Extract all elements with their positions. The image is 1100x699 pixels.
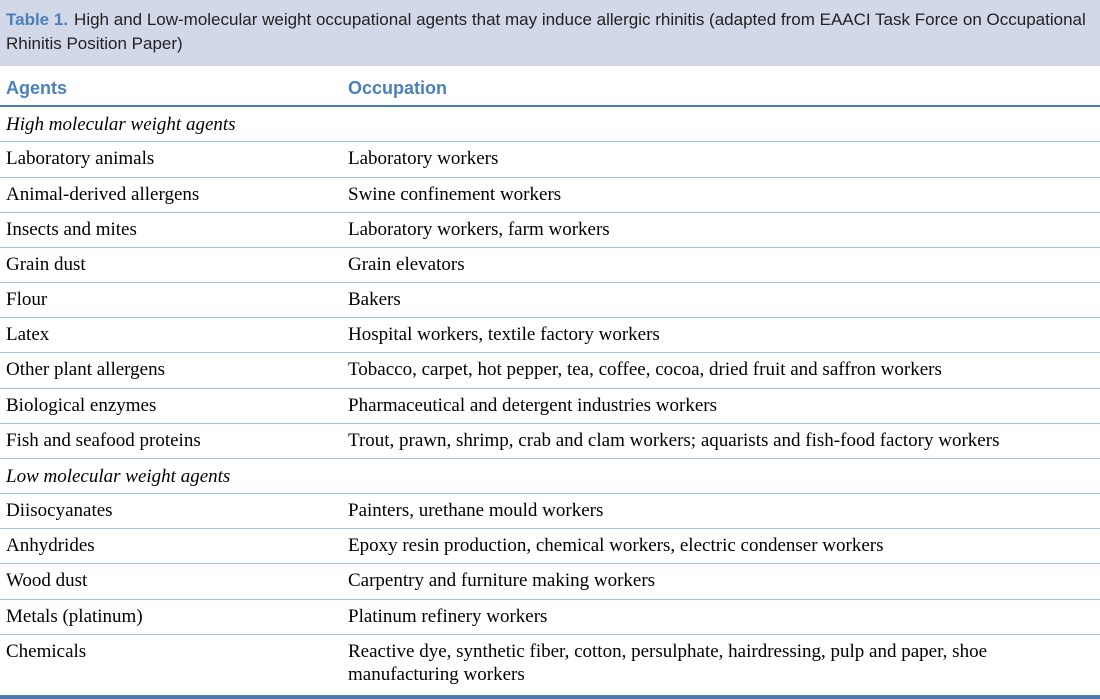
table-row (0, 142, 1100, 177)
occupation-cell: Platinum refinery workers (342, 599, 1100, 634)
section-row (0, 458, 1100, 493)
occupation-cell: Carpentry and furniture making workers (342, 564, 1100, 599)
occupation-cell: Pharmaceutical and detergent industries workers (342, 388, 1100, 423)
table-row (0, 247, 1100, 282)
agent-cell: Grain dust (0, 247, 342, 282)
occupation-cell: Tobacco, carpet, hot pepper, tea, coffee, cocoa, dried fruit and saffron workers (342, 353, 1100, 388)
table-row (0, 494, 1100, 529)
table-caption-text: High and Low-molecular weight occupational agents that may induce allergic rhinitis (adapted from EAACI Task Force on Occupational Rhinitis Position Paper) (6, 10, 1086, 54)
agents-occupation-table (0, 68, 1100, 699)
occupation-cell: Bakers (342, 283, 1100, 318)
agent-cell: Flour (0, 283, 342, 318)
table-row (0, 564, 1100, 599)
agent-cell: Chemicals (6, 640, 87, 662)
section-row (0, 106, 1100, 142)
table-row (0, 212, 1100, 247)
section-title: Low molecular weight agents (0, 458, 1100, 493)
agent-cell: Biological enzymes (0, 388, 342, 423)
table-row (0, 353, 1100, 388)
occupation-cell: Laboratory workers (342, 142, 1100, 177)
occupation-cell: Hospital workers, textile factory workers (342, 318, 1100, 353)
occupation-cell: Laboratory workers, farm workers (342, 212, 1100, 247)
column-header-agents: Agents (0, 68, 342, 106)
table-row (0, 388, 1100, 423)
table-row (0, 599, 1100, 634)
agent-cell: Laboratory animals (0, 142, 342, 177)
column-header-occupation: Occupation (342, 68, 1100, 106)
table-row (0, 318, 1100, 353)
table-caption-label: Table 1. (6, 10, 69, 29)
agent-cell: Anhydrides (0, 529, 342, 564)
table-row (0, 634, 1100, 697)
section-title: High molecular weight agents (0, 106, 1100, 142)
occupation-cell: Grain elevators (342, 247, 1100, 282)
table-row (0, 423, 1100, 458)
agent-cell: Diisocyanates (0, 494, 342, 529)
agent-cell: Fish and seafood proteins (0, 423, 342, 458)
agent-cell: Latex (0, 318, 342, 353)
occupation-cell: Trout, prawn, shrimp, crab and clam workers; aquarists and fish-food factory workers (342, 423, 1100, 458)
agent-cell: Metals (platinum) (0, 599, 342, 634)
occupation-cell: Swine confinement workers (342, 177, 1100, 212)
agent-cell: Wood dust (0, 564, 342, 599)
header-row (0, 68, 1100, 106)
table-caption (0, 0, 1100, 66)
occupation-cell: Painters, urethane mould workers (342, 494, 1100, 529)
agent-cell: Insects and mites (0, 212, 342, 247)
occupation-cell: Epoxy resin production, chemical workers, electric condenser workers (342, 529, 1100, 564)
agent-cell: Other plant allergens (0, 353, 342, 388)
agent-cell: Animal-derived allergens (0, 177, 342, 212)
table-row (0, 283, 1100, 318)
table-row (0, 177, 1100, 212)
table-body (0, 106, 1100, 697)
table-row (0, 529, 1100, 564)
occupation-cell: Reactive dye, synthetic fiber, cotton, persulphate, hairdressing, pulp and paper, shoe manufacturing workers (348, 640, 988, 685)
